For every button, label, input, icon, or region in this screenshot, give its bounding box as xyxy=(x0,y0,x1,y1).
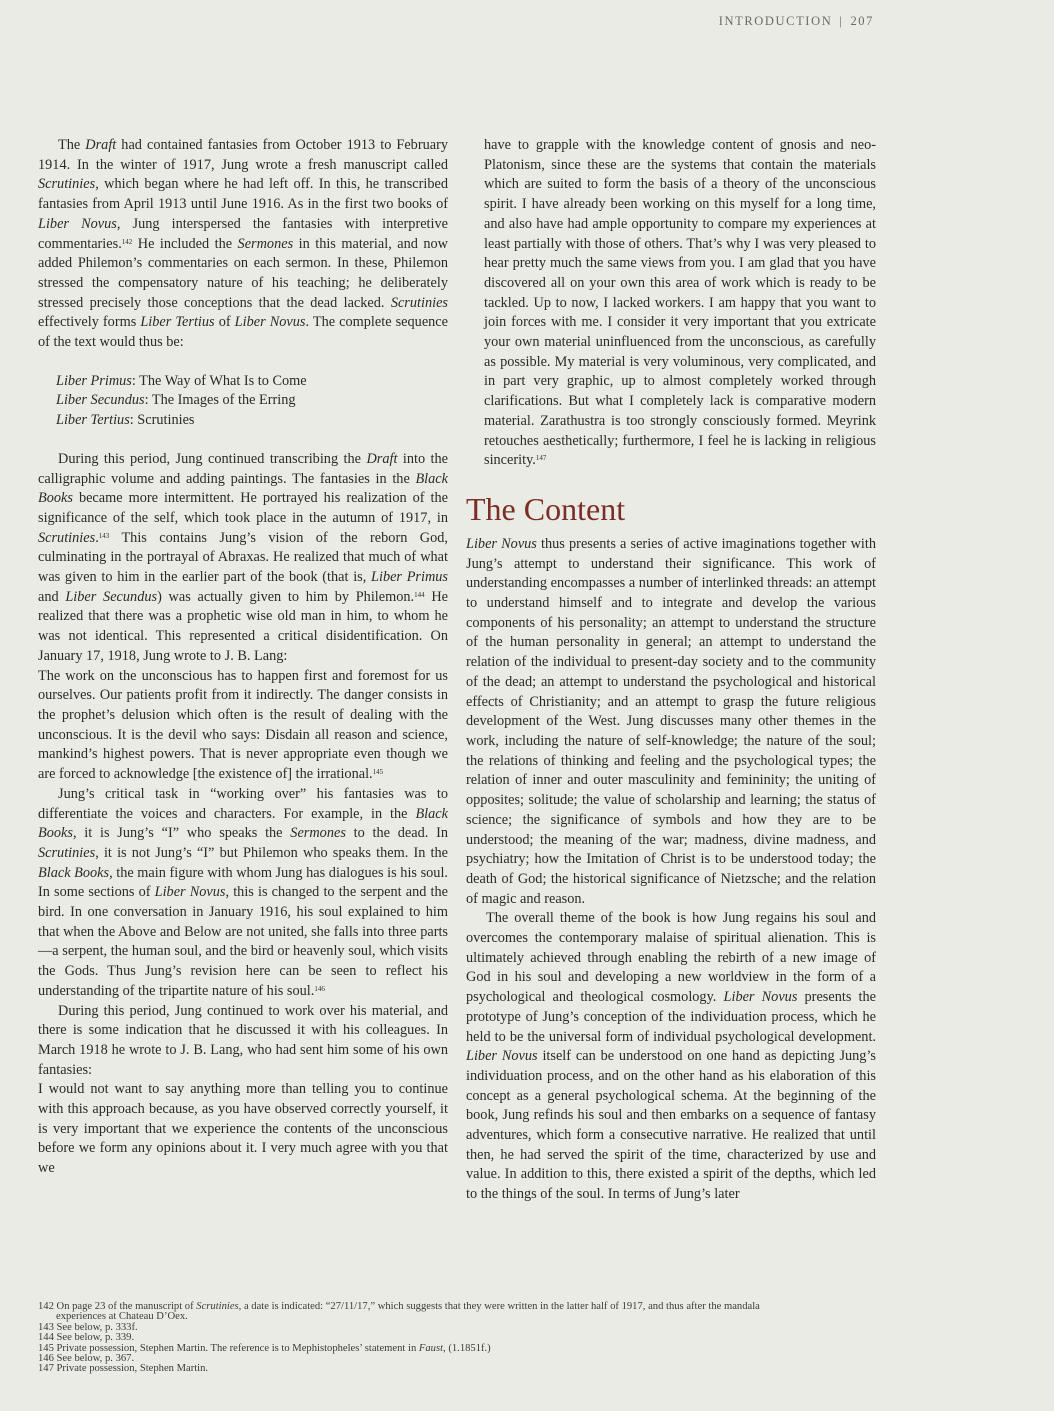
paragraph-overall-theme: The overall theme of the book is how Jung regains his soul and overcomes the contemporary malaise of spiritual alienation. This is ultimately achieved through enabling the rebirth of a new image of God in his soul and developing a new worldview in the form of a psychological and theological cosmology. Liber Novus presents the prototype of Jung’s conception of the individuation process, which he held to be the universal form of individual psychological development. Liber Novus itself can be understood on one hand as depicting Jung’s individuation process, and on the other hand as his elaboration of this concept as a general psychological schema. At the beginning of the book, Jung refinds his soul and then embarks on a sequence of fantasy adventures, which form a consecutive narrative. He realized that until then, he had served the spirit of the time, characterized by use and value. In addition to this, there existed a spirit of the depths, which led to the things of the soul. In terms of Jung’s later xyxy=(466,910,876,1203)
paragraph-draft: The Draft had contained fantasies from October 1913 to February 1914. In the winter of 1917, Jung wrote a fresh manuscript called Scrutinies, which began where he had left off. In this, he transcribed fantasies from April 1913 until June 1916. As in the first two books of Liber Novus, Jung interspersed the fantasies with interpretive commentaries.$^{142}$ He included the Sermones in this material, and now added Philemon’s commentaries on each sermon. In these, Philemon stressed the compensatory nature of his teaching; he deliberately stressed precisely those conceptions that the dead lacked. Scrutinies effectively forms Liber Tertius of Liber Novus. The complete sequence of the text would thus be: xyxy=(38,137,448,351)
list-item-liber-tertius: Liber Tertius: Scrutinies xyxy=(56,412,195,429)
italic-term: Black Books xyxy=(38,470,448,507)
list-item-liber-secundus: Liber Secundus: The Images of the Erring xyxy=(56,392,296,409)
italic-term: Liber Novus xyxy=(154,884,226,901)
footnote-ref: 143 xyxy=(98,531,110,540)
italic-term: Draft xyxy=(366,450,398,467)
footnote-144: 144 See below, p. 339. xyxy=(38,1332,135,1344)
italic-term: Liber Novus xyxy=(466,535,537,552)
paragraph-liber-novus-presents: Liber Novus thus presents a series of active imaginations together with Jung’s attempt to understand their significance. This work of understanding encompasses a number of interlinked threads: an attempt to understand himself and to integrate and develop the various components of his personality; an attempt to understand the structure of the human personality in general; an attempt to understand the relation of the individual to present-day society and to the community of the dead; an attempt to understand the psychological and historical effects of Christianity; and an attempt to grasp the future religious development of the West. Jung discusses many other themes in the work, including the nature of self-knowledge; the nature of the soul; the relations of thinking and feeling and the psychological types; the relation of inner and outer masculinity and femininity; the uniting of opposites; solitude; the value of scholarship and learning; the status of science; the significance of symbols and how they are to be understood; the meaning of the war; madness, divine madness, and psychiatry; how the Imitation of Christ is to be understood today; the death of God; the historical significance of Nietzsche; and the relation of magic and reason. xyxy=(466,535,876,907)
footnote-ref: 147 xyxy=(535,454,547,463)
italic-term: Scrutinies xyxy=(196,1301,239,1312)
footnote-ref: 144 xyxy=(414,590,425,599)
paragraph-critical-task: Jung’s critical task in “working over” his fantasies was to differentiate the voices and characters. For example, in the Black Books, it is Jung’s “I” who speaks the Sermones to the dead. In Scrutinies, it is not Jung’s “I” but Philemon who speaks them. In the Black Books, the main figure with whom Jung has dialogues is his soul. In some sections of Liber Novus, this is changed to the serpent and the bird. In one conversation in January 1916, his soul explained to him that when the Above and Below are not united, she falls into three parts—a serpent, the human soul, and the bird or heavenly soul, which visits the Gods. Thus Jung’s revision here can be seen to reflect his understanding of the tripartite nature of his soul.$^{146}$ xyxy=(38,785,448,999)
italic-term: Sermones xyxy=(290,825,346,842)
italic-term: Liber Primus xyxy=(371,569,448,586)
header-separator: | xyxy=(839,14,844,28)
footnote-146: 146 See below, p. 367. xyxy=(38,1353,135,1365)
block-quote-lang-1918-jan: The work on the unconscious has to happen first and foremost for us ourselves. Our patients profit from it indirectly. The danger consists in the prophet’s delusion which often is the result of dealing with the unconscious. It is the devil who says: Disdain all reason and science, mankind’s highest powers. That is never appropriate even though we are forced to acknowledge [the existence of] the irrational.$^{145}$ xyxy=(38,667,448,783)
book-sequence-list xyxy=(56,372,448,431)
running-head: INTRODUCTION xyxy=(718,14,833,28)
italic-term: Scrutinies xyxy=(38,844,96,861)
footnote-143: 143 See below, p. 333f. xyxy=(38,1321,138,1333)
italic-term: Liber Tertius xyxy=(140,314,215,331)
section-heading-the-content: The Content xyxy=(466,490,626,527)
footnote-ref: 142 xyxy=(121,237,133,246)
italic-term: Liber Tertius xyxy=(56,412,130,429)
page-header xyxy=(719,14,874,29)
footnote-ref: 145 xyxy=(372,768,384,777)
footnote-ref: 146 xyxy=(314,984,325,993)
italic-term: Scrutinies xyxy=(38,176,96,193)
left-column xyxy=(38,136,448,1179)
footnote-142: 142 On page 23 of the manuscript of Scrutinies, a date is indicated: “27/11/17,” which suggests that they were written in the latter half of 1917, and thus after the mandala xyxy=(38,1301,760,1312)
block-quote-lang-1918-mar: I would not want to say anything more than telling you to continue with this approach because, as you have observed correctly yourself, it is very important that we experience the contents of the unconscious before we form any opinions about it. I very much agree with you that we xyxy=(38,1081,448,1177)
italic-term: Draft xyxy=(85,137,117,153)
footnote-147: 147 Private possession, Stephen Martin. xyxy=(38,1363,209,1375)
italic-term: Sermones xyxy=(237,235,294,252)
italic-term: Liber Novus xyxy=(234,314,306,331)
italic-term: Liber Primus xyxy=(56,372,132,389)
italic-term: Liber Novus xyxy=(466,1048,538,1065)
italic-term: Faust xyxy=(418,1342,444,1354)
footnote-142-continued: experiences at Chateau D’Oex. xyxy=(56,1311,188,1323)
italic-term: Scrutinies xyxy=(390,294,448,311)
italic-term: Liber Novus xyxy=(723,989,798,1006)
footnotes xyxy=(38,1302,888,1375)
italic-term: Liber Secundus xyxy=(65,588,158,605)
block-quote-continuation: have to grapple with the knowledge content of gnosis and neo-Platonism, since these are the systems that contain the materials which are suited to form the basis of a theory of the unconscious spirit. I have already been working on this myself for a long time, and also have had ample opportunity to compare my experiences at least partially with those of others. That’s why I was very pleased to hear pretty much the same views from you. I am glad that you have discovered all on your own this area of work which is ready to be tackled. Up to now, I lacked workers. I am happy that you want to join forces with me. I consider it very important that you extricate your own material uninfluenced from the unconscious, as carefully as possible. My material is very voluminous, very complicated, and in part very graphic, up to almost completely worked through clarifications. But what I completely lack is comparative modern material. Zarathustra is too strongly consciously formed. Meyrink retouches aesthetically; furthermore, I feel he is lacking in religious sincerity.$^{147}$ xyxy=(484,137,876,469)
italic-term: Black Books xyxy=(38,805,448,842)
paragraph-colleagues: During this period, Jung continued to work over his material, and there is some indication that he discussed it with his colleagues. In March 1918 he wrote to J. B. Lang, who had sent him some of his own fantasies: xyxy=(38,1002,448,1078)
italic-term: Liber Novus xyxy=(38,215,117,232)
italic-term: Liber Secundus xyxy=(56,392,145,409)
italic-term: Scrutinies xyxy=(38,529,96,546)
footnote-145: 145 Private possession, Stephen Martin. The reference is to Mephistopheles’ statement in Faust, (1.1851f.) xyxy=(38,1342,491,1354)
italic-term: Black Books xyxy=(38,864,110,881)
right-column xyxy=(466,136,876,1205)
list-item-liber-primus: Liber Primus: The Way of What Is to Come xyxy=(56,372,307,389)
paragraph-transcribing: During this period, Jung continued transcribing the Draft into the calligraphic volume and adding paintings. The fantasies in the Black Books became more intermittent. He portrayed his realization of the significance of the self, which took place in the autumn of 1917, in Scrutinies.$^{143}$ This contains Jung’s vision of the reborn God, culminating in the portrayal of Abraxas. He realized that much of what was given to him in the earlier part of the book (that is, Liber Primus and Liber Secundus) was actually given to him by Philemon.$^{144}$ He realized that there was a prophetic wise old man in him, to whom he was not identical. This represented a critical disidentification. On January 17, 1918, Jung wrote to J. B. Lang: xyxy=(38,450,448,664)
page-number: 207 xyxy=(850,14,874,28)
